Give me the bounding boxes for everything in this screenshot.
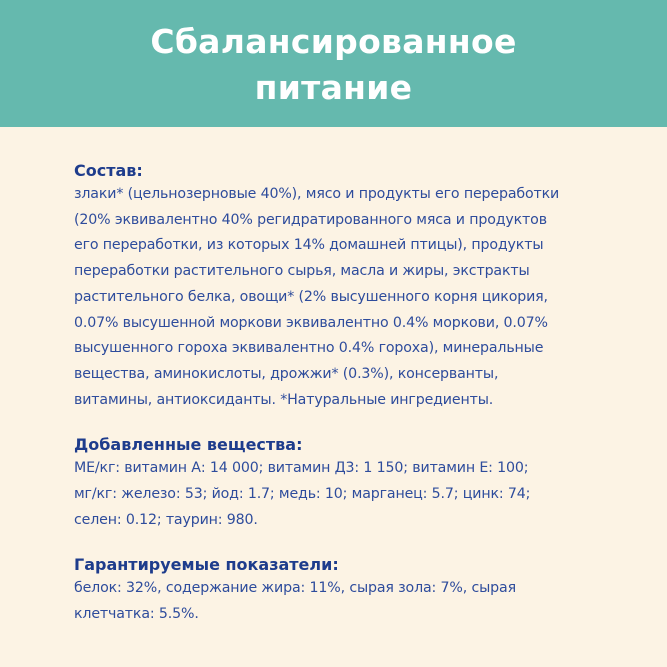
page-title (150, 19, 516, 111)
text-line: растительного белка, овощи* (2% высушенного корня цикория, (74, 288, 548, 305)
section-body (74, 182, 614, 413)
title-line-2: питание (254, 67, 413, 107)
text-line: витамины, антиоксиданты. *Натуральные ингредиенты. (74, 391, 494, 408)
section-guaranteed-analysis (74, 554, 614, 627)
text-line: белок: 32%, содержание жира: 11%, сырая зола: 7%, сырая (74, 580, 516, 597)
section-body (74, 576, 614, 627)
text-line: (20% эквивалентно 40% регидратированного мяса и продуктов (74, 211, 547, 228)
section-heading: Состав: (74, 161, 143, 180)
text-line: высушенного гороха эквивалентно 0.4% гороха), минеральные (74, 340, 544, 357)
section-heading: Добавленные вещества: (74, 435, 303, 455)
text-line: переработки растительного сырья, масла и жиры, экстракты (74, 263, 530, 280)
text-line: 0.07% высушенной моркови эквивалентно 0.4% моркови, 0.07% (74, 314, 548, 331)
section-body (74, 456, 614, 533)
section-heading: Гарантируемые показатели: (74, 555, 339, 575)
text-line: МЕ/кг: витамин А: 14 000; витамин Д3: 1 150; витамин Е: 100; (74, 460, 529, 477)
text-line: вещества, аминокислоты, дрожжи* (0.3%), консерванты, (74, 365, 499, 382)
content-area (74, 160, 614, 649)
text-line: клетчатка: 5.5%. (74, 606, 199, 623)
section-additives (74, 434, 614, 533)
text-line: селен: 0.12; таурин: 980. (74, 511, 258, 528)
section-composition (74, 160, 614, 413)
text-line: мг/кг: железо: 53; йод: 1.7; медь: 10; марганец: 5.7; цинк: 74; (74, 486, 531, 503)
text-line: злаки* (цельнозерновые 40%), мясо и продукты его переработки (74, 186, 560, 202)
header-banner (0, 0, 667, 127)
text-line: его переработки, из которых 14% домашней птицы), продукты (74, 237, 544, 254)
title-line-1: Сбалансированное (150, 21, 517, 61)
